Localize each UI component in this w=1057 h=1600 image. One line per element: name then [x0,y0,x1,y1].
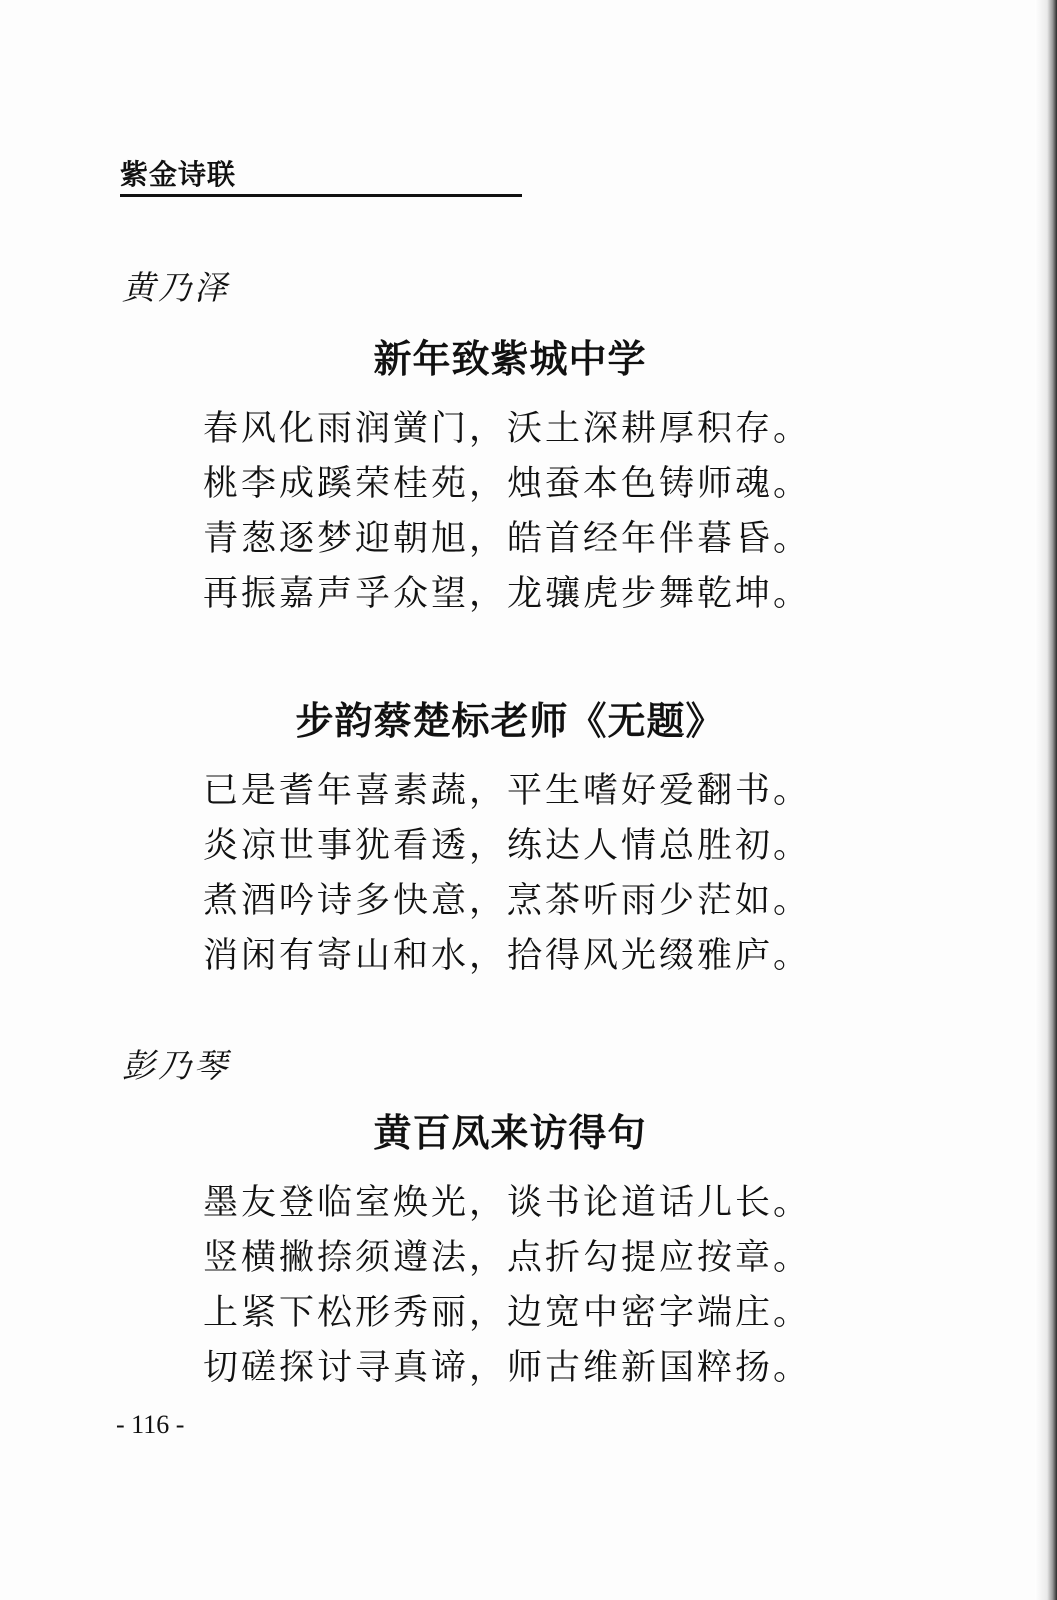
poem-body [203,764,823,984]
poem-line: 煮酒吟诗多快意，烹茶听雨少茫如。 [203,881,812,921]
poem-line: 炎凉世事犹看透，练达人情总胜初。 [203,826,812,866]
poem-line: 春风化雨润黉门，沃土深耕厚积存。 [203,409,812,449]
poem-title: 黄百凤来访得句 [373,1110,647,1155]
poem-line: 上紧下松形秀丽，边宽中密字端庄。 [203,1293,812,1333]
poem-line: 墨友登临室焕光，谈书论道话儿长。 [203,1183,812,1223]
running-header-title: 紫金诗联 [120,158,237,191]
page-spine-edge [1035,0,1057,1600]
poem-line: 桃李成蹊荣桂苑，烛蚕本色铸师魂。 [203,464,812,504]
poem-author: 彭乃琴 [122,1046,230,1085]
poem-body [203,402,823,622]
page-number: - 116 - [116,1410,185,1439]
poem-title: 新年致紫城中学 [373,336,647,381]
poem-title: 步韵蔡楚标老师《无题》 [295,698,725,743]
poem-line: 青葱逐梦迎朝旭，皓首经年伴暮昏。 [203,519,812,559]
header-rule [120,194,522,197]
poem-line: 再振嘉声孚众望，龙骧虎步舞乾坤。 [203,574,812,614]
poem-line: 竖横撇捺须遵法，点折勾提应按章。 [203,1238,812,1278]
poem-line: 切磋探讨寻真谛，师古维新国粹扬。 [203,1348,812,1388]
poem-line: 已是耆年喜素蔬，平生嗜好爱翻书。 [203,771,812,811]
running-header [120,158,522,197]
poem-line: 消闲有寄山和水，拾得风光缀雅庐。 [203,936,812,976]
poem-body [203,1176,823,1396]
poem-author: 黄乃泽 [122,268,230,307]
